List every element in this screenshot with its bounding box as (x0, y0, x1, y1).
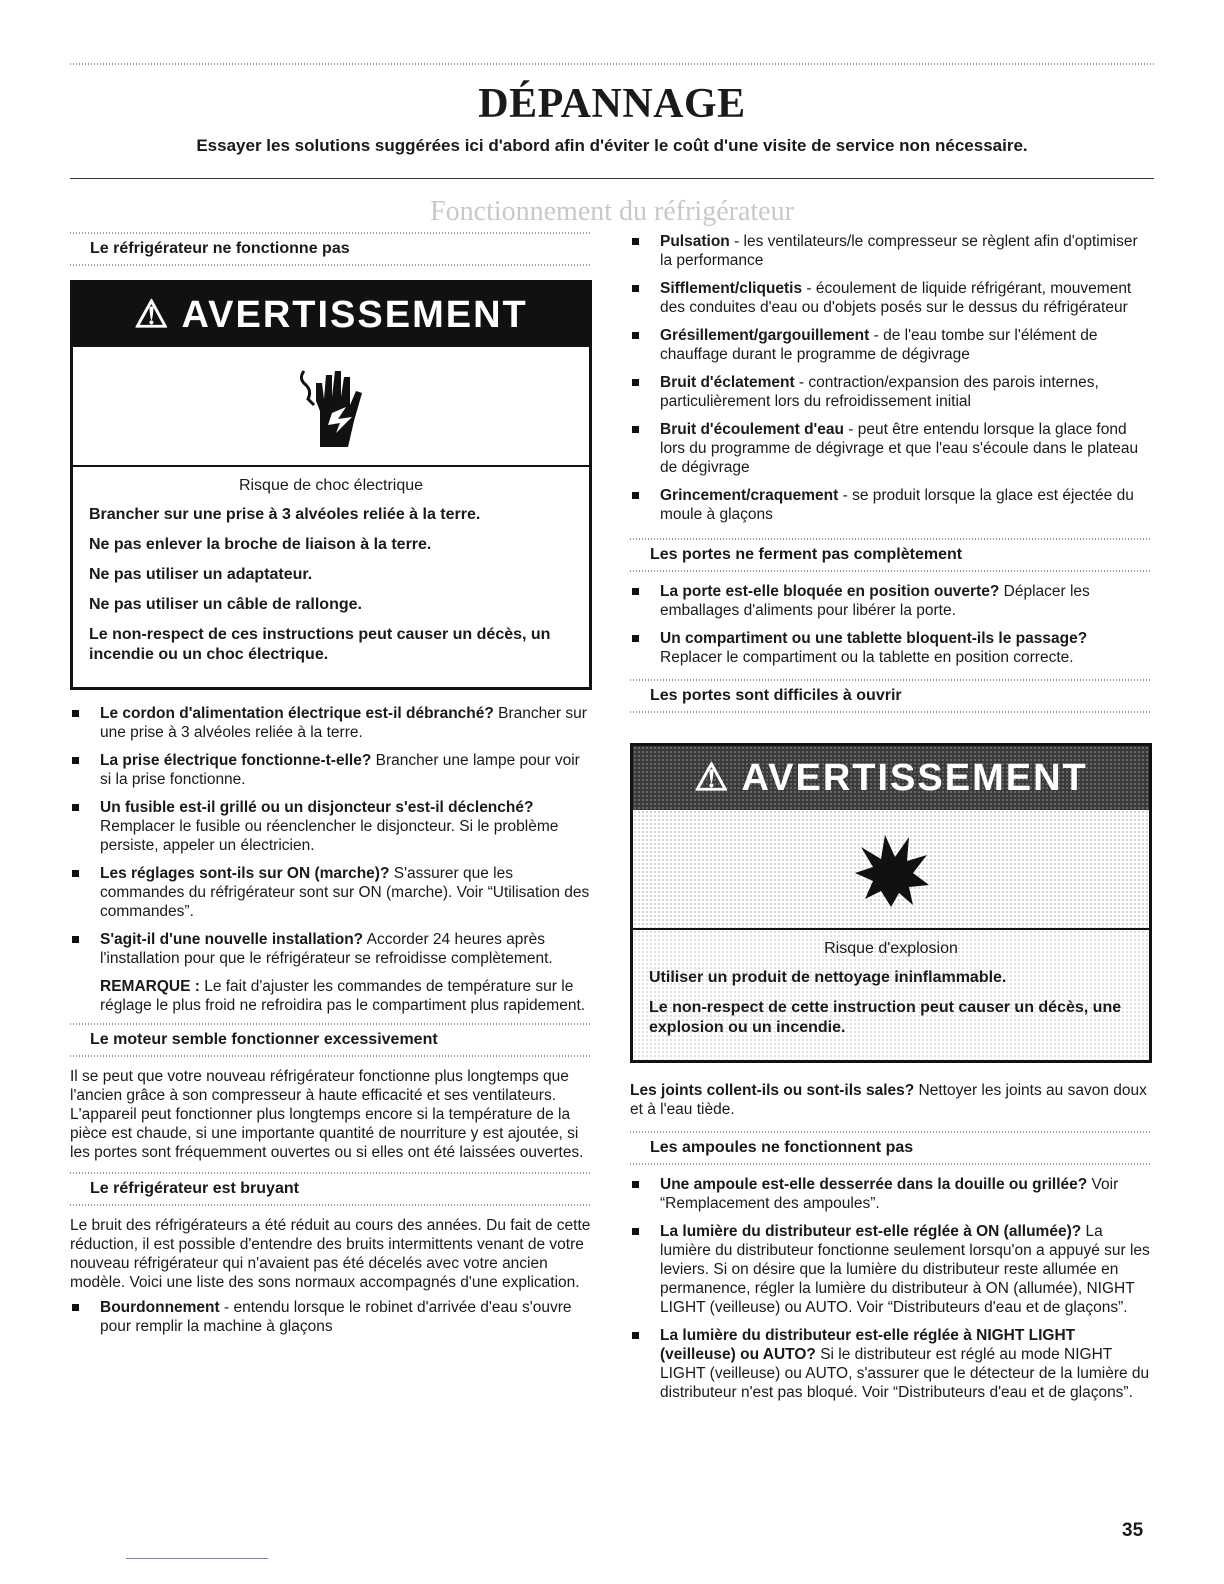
warning-header (633, 746, 1149, 810)
warning-header (73, 283, 589, 347)
warning-line: Utiliser un produit de nettoyage ininflammable. (649, 969, 1007, 986)
warning-box-electric (70, 280, 592, 690)
list-item: Bruit d'éclatement - contraction/expansion des parois internes, particulièrement lors du refroidissement initial (630, 373, 1152, 411)
subsection-label: Les ampoules ne fonctionnent pas (650, 1139, 914, 1156)
list-item: Les réglages sont-ils sur ON (marche)? S'assurer que les commandes du réfrigérateur sont sur ON (marche). Voir “Utilisation des commandes”. (70, 864, 592, 921)
list-item: La lumière du distributeur est-elle réglée à NIGHT LIGHT (veilleuse) ou AUTO? Si le distributeur est réglé au mode NIGHT LIGHT (veilleuse) ou AUTO, s'assurer que le détecteur de la lumière du distributeur n'est pas bloqué. Voir “Distributeurs d'eau et de glaçons”. (630, 1326, 1152, 1402)
list-item: Bruit d'écoulement d'eau - peut être entendu lorsque la glace fond lors du programme de dégivrage et que l'eau s'écoule dans le plateau de dégivrage (630, 420, 1152, 477)
subsection-label: Les portes sont difficiles à ouvrir (650, 687, 902, 704)
subsection-heading (630, 1131, 1152, 1165)
list-item: Grésillement/gargouillement - de l'eau tombe sur l'élément de chauffage durant le programme de dégivrage (630, 326, 1152, 364)
bullet-list (70, 704, 592, 968)
warning-consequence: Le non-respect de cette instruction peut causer un décès, une explosion ou un incendie. (649, 999, 1122, 1036)
list-item: Le cordon d'alimentation électrique est-il débranché? Brancher sur une prise à 3 alvéoles reliée à la terre. (70, 704, 592, 742)
warning-box-explosion (630, 743, 1152, 1063)
bullet-list (630, 232, 1152, 524)
note: REMARQUE : Le fait d'ajuster les commandes de température sur le réglage le plus froid ne refroidira pas le compartiment plus rapidement. (100, 978, 586, 1014)
warning-title: AVERTISSEMENT (741, 757, 1088, 799)
warning-risk: Risque d'explosion (824, 940, 958, 957)
paragraph: Le bruit des réfrigérateurs a été réduit au cours des années. Du fait de cette réduction, il est possible d'entendre des bruits intermittents venant de votre nouveau réfrigérateur qui n'avaient pas été décelés avec votre ancien modèle. Voici une liste des sons normaux accompagnés d'une explication. (70, 1217, 591, 1291)
list-item: Bourdonnement - entendu lorsque le robinet d'arrivée d'eau s'ouvre pour remplir la machine à glaçons (70, 1298, 592, 1336)
warning-line: Ne pas utiliser un adaptateur. (89, 566, 313, 583)
page-title: DÉPANNAGE (478, 81, 746, 127)
bullet-list (630, 582, 1152, 667)
warning-body (73, 467, 589, 687)
list-item: Grincement/craquement - se produit lorsque la glace est éjectée du moule à glaçons (630, 486, 1152, 524)
warning-title: AVERTISSEMENT (181, 294, 528, 336)
warning-line: Brancher sur une prise à 3 alvéoles reliée à la terre. (89, 506, 481, 523)
page-number: 35 (1122, 1520, 1144, 1541)
subsection-heading (630, 538, 1152, 572)
list-item: Une ampoule est-elle desserrée dans la douille ou grillée? Voir “Remplacement des ampoules”. (630, 1175, 1152, 1213)
bullet-list (630, 1175, 1152, 1402)
list-item: Un compartiment ou une tablette bloquent-ils le passage? Replacer le compartiment ou la tablette en position correcte. (630, 629, 1152, 667)
list-item: La prise électrique fonctionne-t-elle? Brancher une lampe pour voir si la prise fonctionne. (70, 751, 592, 789)
warning-triangle-icon: ⚠ (694, 757, 731, 799)
electric-shock-icon (73, 347, 589, 467)
subsection-heading (70, 1023, 592, 1057)
left-column (70, 232, 592, 1345)
footer-line (126, 1558, 268, 1559)
warning-triangle-icon: ⚠ (134, 294, 171, 336)
subsection-label: Le réfrigérateur ne fonctionne pas (90, 240, 350, 257)
paragraph: Il se peut que votre nouveau réfrigérateur fonctionne plus longtemps que l'ancien grâce à son compresseur à haute efficacité et ses ventilateurs. L'appareil peut fonctionner plus longtemps encore si la température de la pièce est chaude, si une importante quantité de nourriture y est ajoutée, si les portes sont fréquemment ouvertes ou si elles ont été laissées ouvertes. (70, 1068, 584, 1161)
warning-consequence: Le non-respect de ces instructions peut causer un décès, un incendie ou un choc électrique. (89, 626, 551, 663)
top-dotted-rule (70, 63, 1154, 65)
right-column (630, 232, 1152, 1411)
subsection-label: Le réfrigérateur est bruyant (90, 1180, 299, 1197)
section-title: Fonctionnement du réfrigérateur (430, 196, 794, 227)
list-item: La lumière du distributeur est-elle réglée à ON (allumée)? La lumière du distributeur fonctionne seulement lorsqu'on a appuyé sur les leviers. Si on désire que la lumière du distributeur reste allumée en permanence, régler la lumière du distributeur à ON (allumée), NIGHT LIGHT (veilleuse) ou AUTO. Voir “Distributeurs d'eau et de glaçons”. (630, 1222, 1152, 1317)
page-subtitle: Essayer les solutions suggérées ici d'abord afin d'éviter le coût d'une visite de service non nécessaire. (196, 136, 1028, 155)
warning-risk: Risque de choc électrique (238, 477, 424, 494)
list-item: Un fusible est-il grillé ou un disjoncteur s'est-il déclenché? Remplacer le fusible ou réenclencher le disjoncteur. Si le problème persiste, appeler un électricien. (70, 798, 592, 855)
list-item: La porte est-elle bloquée en position ouverte? Déplacer les emballages d'aliments pour libérer la porte. (630, 582, 1152, 620)
list-item: Pulsation - les ventilateurs/le compresseur se règlent afin d'optimiser la performance (630, 232, 1152, 270)
subsection-heading (70, 1172, 592, 1206)
explosion-icon (633, 810, 1149, 930)
warning-line: Ne pas utiliser un câble de rallonge. (89, 596, 362, 613)
header-rule (70, 178, 1154, 179)
list-item: S'agit-il d'une nouvelle installation? Accorder 24 heures après l'installation pour que le réfrigérateur se refroidisse complètement. (70, 930, 592, 968)
subsection-label: Les portes ne ferment pas complètement (650, 546, 963, 563)
warning-body (633, 930, 1149, 1060)
list-item: Sifflement/cliquetis - écoulement de liquide réfrigérant, mouvement des conduites d'eau ou d'objets posés sur le dessus du réfrigérateur (630, 279, 1152, 317)
subsection-heading (70, 232, 592, 266)
subsection-heading (630, 679, 1152, 713)
subsection-label: Le moteur semble fonctionner excessivement (90, 1031, 438, 1048)
bullet-list (70, 1298, 592, 1336)
paragraph: Les joints collent-ils ou sont-ils sales? Nettoyer les joints au savon doux et à l'eau tiède. (630, 1082, 1147, 1118)
warning-line: Ne pas enlever la broche de liaison à la terre. (89, 536, 432, 553)
